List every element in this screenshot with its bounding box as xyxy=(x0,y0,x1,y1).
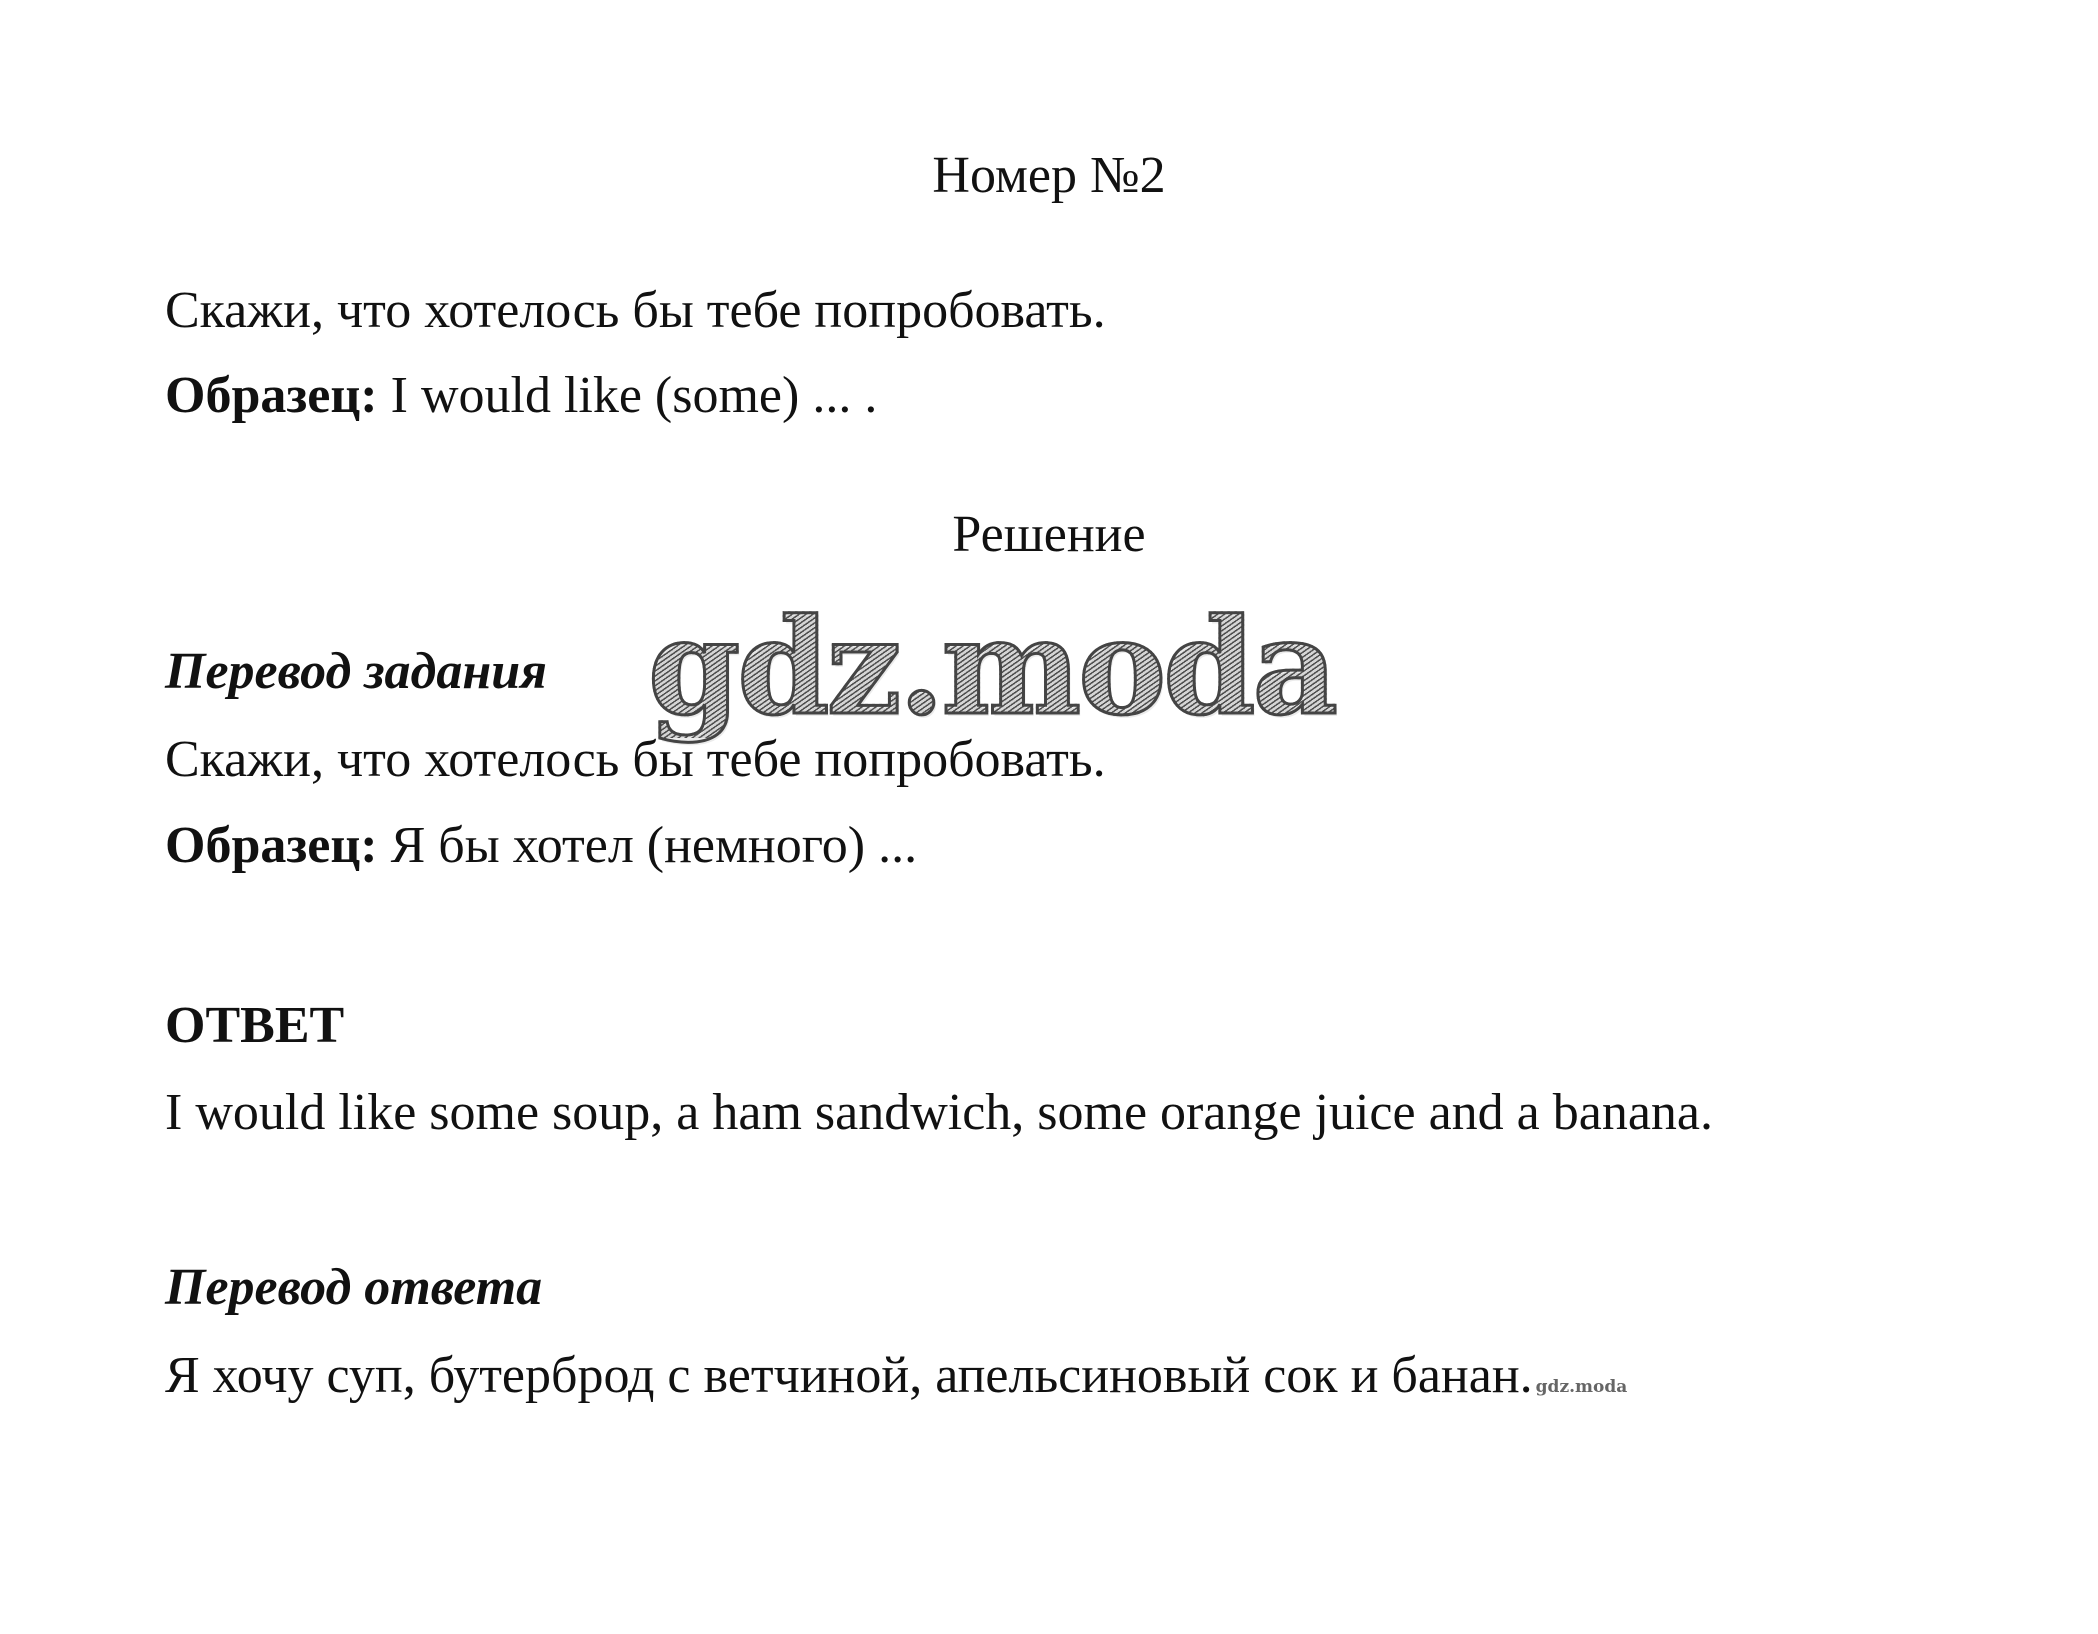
watermark-logo: gdz.moda xyxy=(648,590,1336,745)
task-translation-text: Скажи, что хотелось бы тебе попробовать. xyxy=(165,731,1106,788)
translation-sample xyxy=(165,816,917,876)
answer-translation-heading: Перевод ответа xyxy=(165,1259,543,1316)
translation-sample-text: Я бы хотел (немного) ... xyxy=(390,817,918,874)
task-text: Скажи, что хотелось бы тебе попробовать. xyxy=(165,282,1106,339)
answer-text: I would like some soup, a ham sandwich, some orange juice and a banana. xyxy=(165,1084,1713,1141)
page-title: Номер №2 xyxy=(932,147,1166,204)
answer-translation xyxy=(165,1346,1627,1417)
task-sample xyxy=(165,366,877,426)
answer-heading: ОТВЕТ xyxy=(165,997,345,1054)
sample-label: Образец: xyxy=(165,367,378,424)
solution-title: Решение xyxy=(952,506,1146,563)
translation-sample-label: Образец: xyxy=(165,817,378,874)
watermark-small: gdz.moda xyxy=(1535,1377,1628,1397)
sample-text: I would like (some) ... . xyxy=(390,367,878,424)
translation-heading: Перевод задания xyxy=(165,643,547,700)
answer-translation-text: Я хочу суп, бутерброд с ветчиной, апельсиновый сок и банан. xyxy=(165,1347,1533,1404)
